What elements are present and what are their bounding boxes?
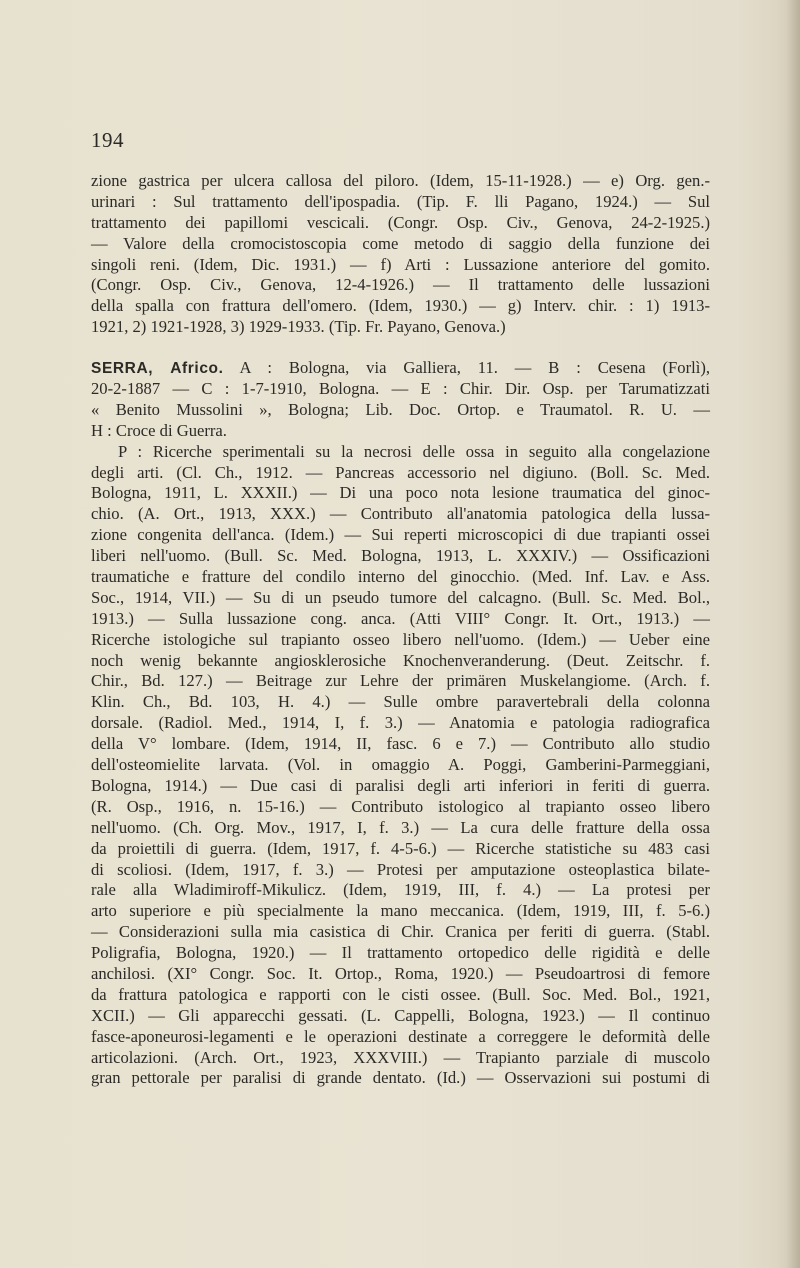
text-line: singoli reni. (Idem, Dic. 1931.) — f) Arti : Lussazione anteriore del gomito. [91, 254, 710, 274]
text-line: 1921, 2) 1921-1928, 3) 1929-1933. (Tip. Fr. Payano, Genova.) [91, 317, 506, 337]
text-line: 20-2-1887 — C : 1-7-1910, Bologna. — E : Chir. Dir. Osp. per Tarumatizzati [91, 379, 710, 399]
text-line: Klin. Ch., Bd. 103, H. 4.) — Sulle ombre paravertebrali della colonna [91, 692, 710, 712]
text-line: rale alla Wladimiroff-Mikulicz. (Idem, 1919, III, f. 4.) — La protesi per [91, 880, 710, 900]
page-edge-shadow [786, 0, 800, 1268]
publications-paragraph [91, 442, 710, 1090]
text-line: gran pettorale per paralisi di grande dentato. (Id.) — Osservazioni sui postumi di [91, 1068, 710, 1088]
text-line: zione gastrica per ulcera callosa del piloro. (Idem, 15-11-1928.) — e) Org. gen.- [91, 171, 710, 190]
text-line: anchilosi. (XI° Congr. Soc. It. Ortop., Roma, 1920.) — Pseudoartrosi di femore [91, 963, 710, 983]
entry-details [91, 379, 710, 442]
text-line: urinari : Sul trattamento dell'ipospadia. (Tip. F. lli Pagano, 1924.) — Sul [91, 191, 710, 211]
text-line: traumatiche e fratture del condilo interno del ginocchio. (Med. Inf. Lav. e Ass. [91, 567, 710, 587]
text-line: da frattura patologica e rapporti con le cisti ossee. (Bull. Soc. Med. Bol., 1921, [91, 984, 710, 1004]
paragraph-continuation [91, 171, 710, 338]
text-line: « Benito Mussolini », Bologna; Lib. Doc. Ortop. e Traumatol. R. U. — [91, 399, 710, 419]
text-line: XCII.) — Gli apparecchi gessati. (L. Cappelli, Bologna, 1923.) — Il continuo [91, 1005, 710, 1025]
text-line: (R. Osp., 1916, n. 15-16.) — Contributo istologico al trapianto osseo libero [91, 796, 710, 816]
text-line: noch wenig bekannte angiosklerosiche Knochenveranderung. (Deut. Zeitschr. f. [91, 650, 710, 670]
text-line: — Considerazioni sulla mia casistica di Chir. Cranica per feriti di guerra. (Stabl. [91, 922, 710, 942]
text-line: fasce-aponeurosi-legamenti e le operazioni destinate a correggere le deformità delle [91, 1026, 710, 1046]
text-line: degli arti. (Cl. Ch., 1912. — Pancreas accessorio nel digiuno. (Boll. Sc. Med. [91, 462, 710, 482]
body-text [91, 171, 710, 1089]
text-line: di scoliosi. (Idem, 1917, f. 3.) — Protesi per amputazione osteoplastica bilate- [91, 859, 710, 879]
entry-heading-line [91, 358, 710, 379]
text-line: Poligrafia, Bologna, 1920.) — Il trattamento ortopedico delle rigidità e delle [91, 943, 710, 963]
text-line: H : Croce di Guerra. [91, 420, 227, 440]
text-line: arto superiore e più specialmente la mano meccanica. (Idem, 1919, III, f. 5-6.) [91, 901, 710, 921]
text-line: (Congr. Osp. Civ., Genova, 12-4-1926.) — Il trattamento delle lussazioni [91, 275, 710, 295]
text-line: da proiettili di guerra. (Idem, 1917, f. 4-5-6.) — Ricerche statistiche su 483 casi [91, 838, 710, 858]
text-line: Bologna, 1911, L. XXXII.) — Di una poco nota lesione traumatica del ginoc- [91, 483, 710, 503]
entry-first-line-text: A : Bologna, via Galliera, 11. — B : Cesena (Forlì), [239, 358, 710, 378]
text-line: Chir., Bd. 127.) — Beitrage zur Lehre der primären Muskelangiome. (Arch. f. [91, 671, 710, 691]
text-line: chio. (A. Ort., 1913, XXX.) — Contributo all'anatomia patologica della lussa- [91, 504, 710, 524]
paragraph-gap [91, 338, 710, 358]
text-line: della spalla con frattura dell'omero. (Idem, 1930.) — g) Interv. chir. : 1) 1913- [91, 296, 710, 316]
text-line: articolazioni. (Arch. Ort., 1923, XXXVIII.) — Trapianto parziale di muscolo [91, 1047, 710, 1067]
text-line: Bologna, 1914.) — Due casi di paralisi degli arti inferiori in feriti di guerra. [91, 775, 710, 795]
text-line: nell'uomo. (Ch. Org. Mov., 1917, I, f. 3.) — La cura delle fratture della ossa [91, 817, 710, 837]
entry-name: SERRA, Africo. [91, 360, 224, 378]
text-line: Soc., 1914, VII.) — Su di un pseudo tumore del calcagno. (Bull. Sc. Med. Bol., [91, 587, 710, 607]
text-line: della V° lombare. (Idem, 1914, II, fasc. 6 e 7.) — Contributo allo studio [91, 734, 710, 754]
text-line: P : Ricerche sperimentali su la necrosi delle ossa in seguito alla congelazione [118, 441, 710, 461]
text-line: liberi nell'uomo. (Bull. Sc. Med. Bologna, 1913, L. XXXIV.) — Ossificazioni [91, 546, 710, 566]
entry-serra [91, 358, 710, 442]
text-line: trattamento dei papillomi vescicali. (Congr. Osp. Civ., Genova, 24-2-1925.) [91, 212, 710, 232]
text-line: — Valore della cromocistoscopia come metodo di saggio della funzione dei [91, 233, 710, 253]
text-line: dell'osteomielite larvata. (Vol. in omaggio A. Poggi, Gamberini-Parmeggiani, [91, 755, 710, 775]
page-number: 194 [91, 128, 124, 152]
text-line: zione congenita dell'anca. (Idem.) — Sui reperti microscopici di due trapianti ossei [91, 525, 710, 545]
text-line: dorsale. (Radiol. Med., 1914, I, f. 3.) — Anatomia e patologia radiografica [91, 713, 710, 733]
text-line: Ricerche istologiche sul trapianto osseo libero nell'uomo. (Idem.) — Ueber eine [91, 629, 710, 649]
text-line: 1913.) — Sulla lussazione cong. anca. (Atti VIII° Congr. It. Ort., 1913.) — [91, 608, 710, 628]
